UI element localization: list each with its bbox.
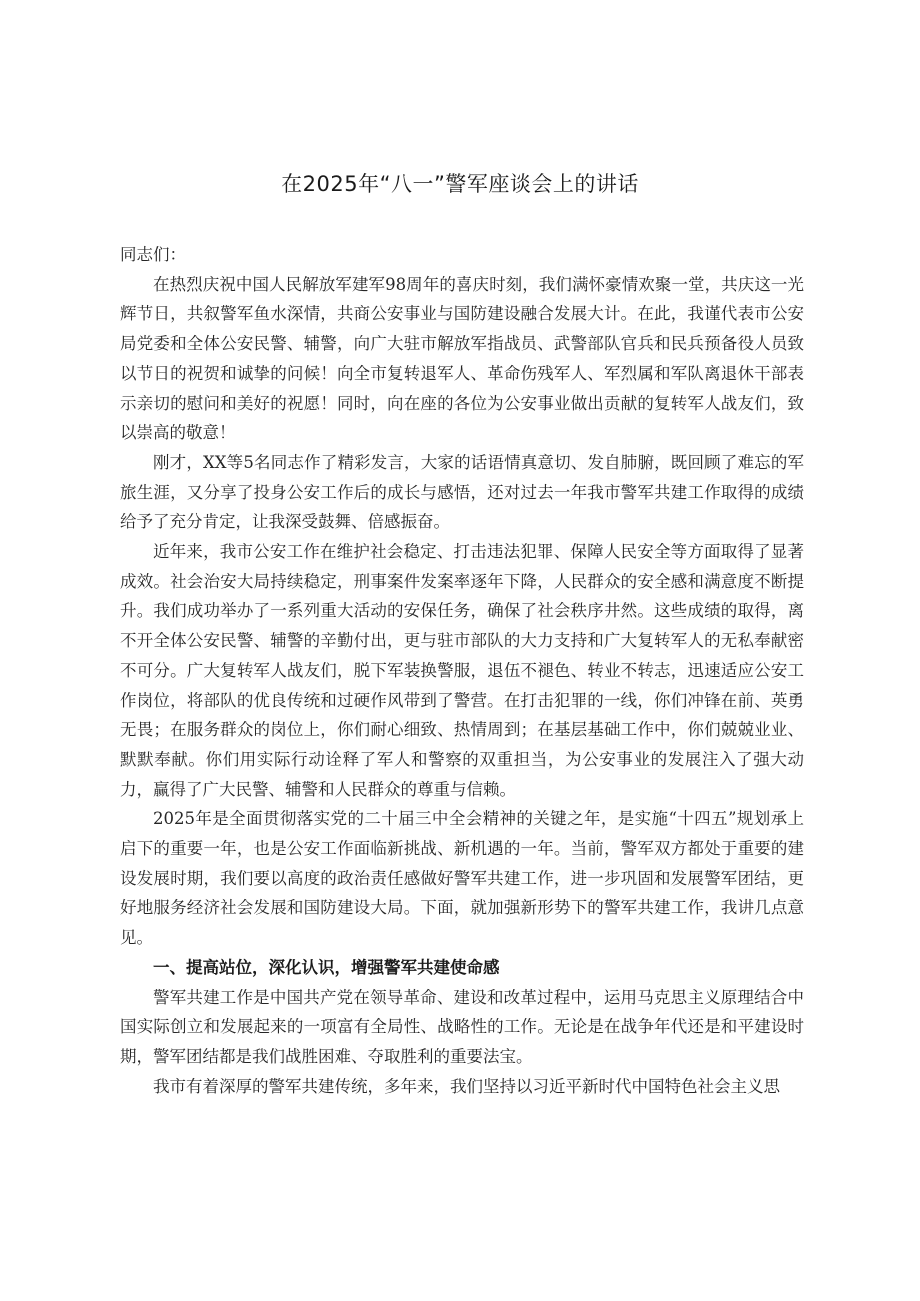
salutation: 同志们：: [120, 245, 186, 264]
section-heading-1: 一、提高站位，深化认识，增强警军共建使命感: [153, 957, 500, 977]
paragraph-outlook: 2025年是全面贯彻落实党的二十届三中全会精神的关键之年，是实施“十四五”规划承上启下的重要一年，也是公安工作面临新挑战、新机遇的一年。当前，警军双方都处于重要的建设发展时期，我们要以高度的政治责任感做好警军共建工作，进一步巩固和发展警军团结，更好地服务经济社会发展和国防建设大局。下面，就加强新形势下的警军共建工作，我讲几点意见。: [120, 809, 804, 948]
paragraph-significance: 警军共建工作是中国共产党在领导革命、建设和改革过程中，运用马克思主义原理结合中国实际创立和发展起来的一项富有全局性、战略性的工作。无论是在战争年代还是和平建设时期，警军团结都是我们战胜困难、夺取胜利的重要法宝。: [120, 987, 804, 1066]
document-title: 在2025年“八一”警军座谈会上的讲话: [281, 172, 639, 196]
paragraph-tradition: 我市有着深厚的警军共建传统，多年来，我们坚持以习近平新时代中国特色社会主义思: [153, 1076, 780, 1096]
paragraph-speeches: 刚才，XX等5名同志作了精彩发言，大家的话语情真意切、发自肺腑，既回顾了难忘的军旅生涯，又分享了投身公安工作后的成长与感悟，还对过去一年我市警军共建工作取得的成绩给予了充分肯定，让我深受鼓舞、倍感振奋。: [120, 452, 804, 532]
document-body: [120, 240, 804, 1101]
paragraph-achievements: 近年来，我市公安工作在维护社会稳定、打击违法犯罪、保障人民安全等方面取得了显著成效。社会治安大局持续稳定，刑事案件发案率逐年下降，人民群众的安全感和满意度不断提升。我们成功举办了一系列重大活动的安保任务，确保了社会秩序井然。这些成绩的取得，离不开全体公安民警、辅警的辛勤付出，更与驻市部队的大力支持和广大复转军人的无私奉献密不可分。广大复转军人战友们，脱下军装换警服，退伍不褪色、转业不转志，迅速适应公安工作岗位，将部队的优良传统和过硬作风带到了警营。在打击犯罪的一线，你们冲锋在前、英勇无畏；在服务群众的岗位上，你们耐心细致、热情周到；在基层基础工作中，你们兢兢业业、默默奉献。你们用实际行动诠释了军人和警察的双重担当，为公安事业的发展注入了强大动力，赢得了广大民警、辅警和人民群众的尊重与信赖。: [120, 542, 804, 799]
paragraph-greeting: 在热烈庆祝中国人民解放军建军98周年的喜庆时刻，我们满怀豪情欢聚一堂，共庆这一光辉节日，共叙警军鱼水深情，共商公安事业与国防建设融合发展大计。在此，我谨代表市公安局党委和全体公安民警、辅警，向广大驻市解放军指战员、武警部队官兵和民兵预备役人员致以节日的祝贺和诚挚的问候！向全市复转退军人、革命伤残军人、军烈属和军队离退休干部表示亲切的慰问和美好的祝愿！同时，向在座的各位为公安事业做出贡献的复转军人战友们，致以崇高的敬意！: [120, 274, 804, 443]
